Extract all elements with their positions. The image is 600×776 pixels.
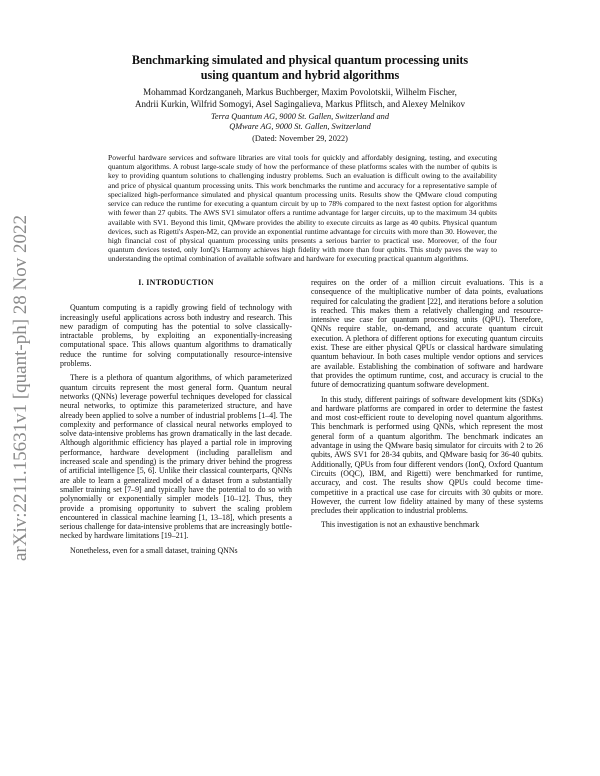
arxiv-sidebar-stamp [6,0,36,776]
left-paragraph-1: Quantum computing is a rapidly growing field of technology with increasingly useful applications across both industry and research. This new paradigm of computing has the potential to solve classically-intractable problems, by exploiting an exponentially-increasing computational space. This allows quantum algorithms to dramatically reduce the runtime for solving computationally resource-intensive problems. [60,303,292,369]
abstract: Powerful hardware services and software libraries are vital tools for quickly and affordably designing, testing, and executing quantum algorithms. A robust large-scale study of how the performance of these platforms scales with the number of qubits is key to providing quantum solutions to challenging industry problems. Such an evaluation is difficult owing to the availability and price of physical quantum processing units. This work benchmarks the runtime and accuracy for a representative sample of specialized high-performance simulated and physical quantum processing units. Results show the QMware cloud computing service can reduce the runtime for executing a quantum circuit by up to 78% compared to the next fastest option for algorithms with fewer than 27 qubits. The AWS SV1 simulator offers a runtime advantage for larger circuits, up to the maximum 34 qubits available with SV1. Beyond this limit, QMware provides the ability to execute circuits as large as 40 qubits. Physical quantum devices, such as Rigetti's Aspen-M2, can provide an exponential runtime advantage for circuits with more than 30. However, the high financial cost of physical quantum processing units presents a serious barrier to practical use. Moreover, of the four quantum devices tested, only IonQ's Harmony achieves high fidelity with more than four qubits. This study paves the way to understanding the optimal combination of available software and hardware for executing practical quantum algorithms. [108,153,497,264]
affiliation-line-2: QMware AG, 9000 St. Gallen, Switzerland [229,122,371,131]
right-paragraph-2: In this study, different pairings of software development kits (SDKs) and hardware platforms are compared in order to determine the fastest and most cost-efficient route to developing novel quantum algorithms. This benchmark is performed using QNNs, which represent the most general form of a quantum algorithm. The benchmark indicates an advantage in using the QMware basiq simulator for circuits with 2 to 26 qubits, AWS SV1 for 28-34 qubits, and QMware basiq for 36-40 qubits. Additionally, QPUs from four different vendors (IonQ, Oxford Quantum Circuits (OQC), IBM, and Rigetti) were benchmarked for runtime, accuracy, and cost. The results show QPUs could become time-competitive in a practical use case for circuits with 30 qubits or more. However, the current low fidelity attained by many of these systems precludes their application to industrial problems. [311,394,543,516]
left-paragraph-2: There is a plethora of quantum algorithms, of which parameterized quantum circuits represent the most general form. Quantum neural networks (QNNs) leverage powerful techniques developed for classical neural networks, to optimize this parameterized structure, and have already been applied to solve a number of industrial problems [1–4]. The complexity and performance of classical neural networks employed to solve data-intensive problems has grown dramatically in the last decade. Although algorithmic efficiency has played a partial role in improving performance, hardware development (including parallelism and increased scale and spending) is the primary driver behind the progress of artificial intelligence [5, 6]. Unlike their classical counterparts, QNNs are able to learn a generalized model of a dataset from a substantially smaller training set [7–9] and typically have the potential to do so with polynomially or exponentially simpler models [10–12]. Thus, they provide a promising opportunity to subvert the scaling problem encountered in classical machine learning [1, 13–18], which presents a serious challenge for data-intensive problems that are increasingly bottle-necked by hardware limitations [19–21]. [60,373,292,541]
left-column [60,278,292,555]
affiliations [70,112,530,132]
arxiv-identifier: arXiv:2211.15631v1 [quant-ph] 28 Nov 2022 [10,215,31,561]
right-paragraph-1: requires on the order of a million circuit evaluations. This is a consequence of the multiplicative number of data points, evaluations required for calculating the gradient [22], and iterations before a solution is reached. This makes them a relatively challenging and resource-intensive use case for quantum processing units (QPU). Therefore, QNNs require stable, on-demand, and accurate quantum circuit execution. A plethora of different options for executing quantum circuits exist. These are either physical QPUs or classical hardware simulating quantum behaviour. In both cases multiple vendor options and services are available. Establishing the combination of software and hardware that provides the optimum runtime, cost, and accuracy is crucial to the future of democratizing quantum software development. [311,278,543,390]
date-line: (Dated: November 29, 2022) [252,134,348,143]
right-column [311,278,543,530]
title-line-2: using quantum and hybrid algorithms [200,68,400,82]
affiliation-line-1: Terra Quantum AG, 9000 St. Gallen, Switzerland and [211,112,389,121]
right-paragraph-3: This investigation is not an exhaustive benchmark [321,520,480,530]
left-paragraph-3: Nonetheless, even for a small dataset, training QNNs [70,545,238,555]
section-heading: I. INTRODUCTION [138,278,214,287]
title-line-1: Benchmarking simulated and physical quantum processing units [131,53,469,67]
paper-title [60,53,540,83]
authors-line-2: Andrii Kurkin, Wilfrid Somogyi, Asel Sagingalieva, Markus Pflitsch, and Alexey Melnikov [135,98,465,109]
authors-line-1: Mohammad Kordzanganeh, Markus Buchberger, Maxim Povolotskii, Wilhelm Fischer, [143,87,457,97]
author-list [70,87,530,110]
